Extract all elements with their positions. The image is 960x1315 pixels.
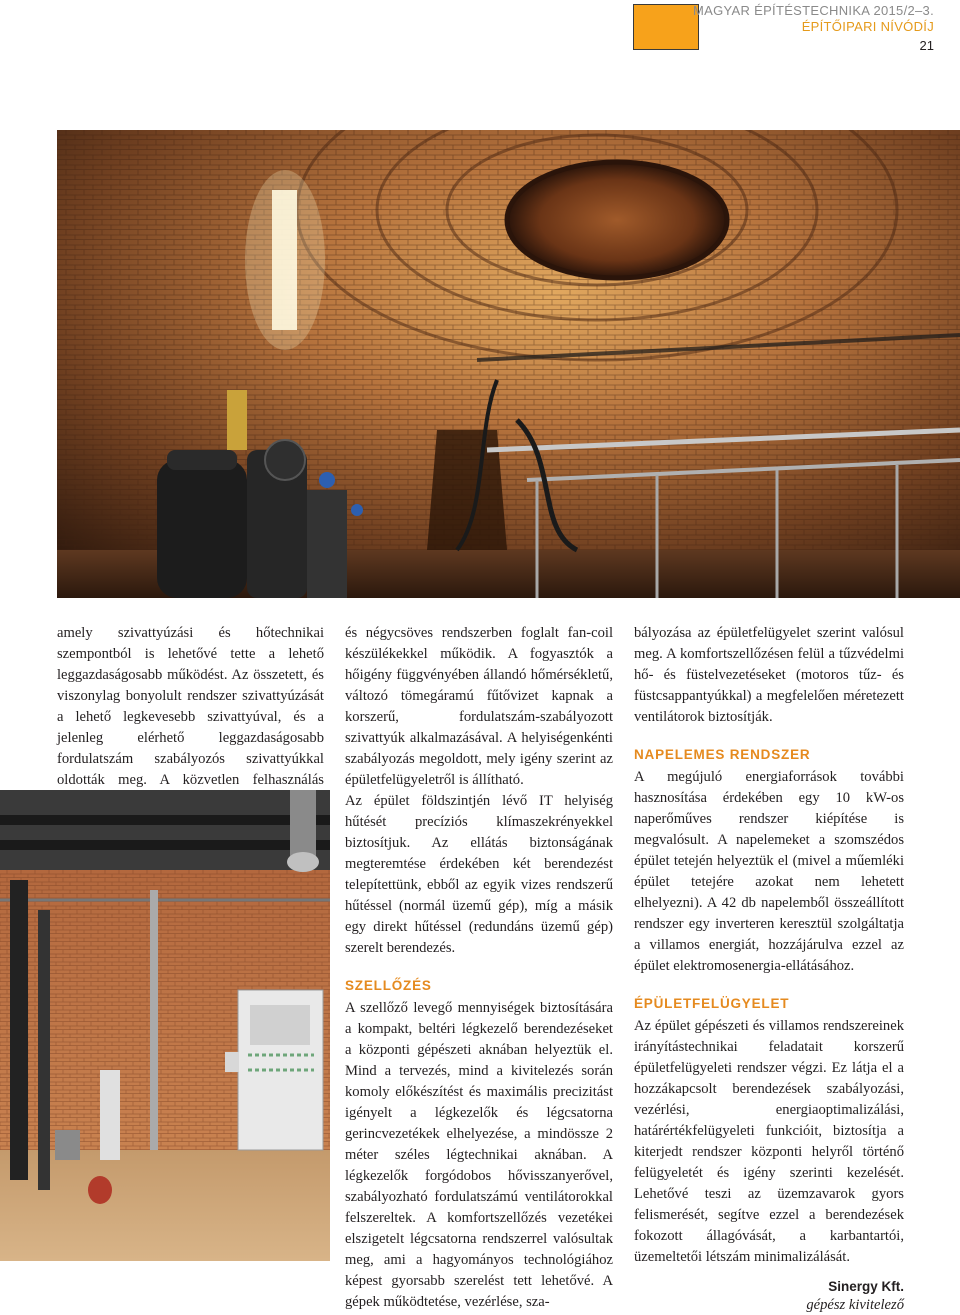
- paragraph: bályozása az épületfelügyelet szerint valósul meg. A komfortszellőzésen felül a tűzvédelmi hő- és füstelvezetéseket (motoros tűz- és füstcsappantyúkkal) a megfelelően méretezett ventilátorok biztosítják.: [634, 625, 904, 725]
- section-heading-szellozes: SZELLŐZÉS: [345, 978, 432, 993]
- magazine-title: MAGYAR ÉPÍTÉSTECHNIKA 2015/2–3.: [693, 3, 934, 18]
- section-heading-napelemes-rendszer: NAPELEMES RENDSZER: [634, 747, 811, 762]
- photo-machine-room: [0, 790, 330, 1261]
- paragraph: Az épület gépészeti és villamos rendszereinek irányítástechnikai feladatait korszerű épületfelügyeleti rendszer végzi. Ez látja el a hozzákapcsolt berendezések szabályozási, vezérlési, energiaoptimalizálási, határértékfelügyeleti funkcióit, biztosítja a kiterjedt rendszer központi helyről történő felügyeletét és igény szerinti kezelését. Lehetővé teszi az üzemzavarok gyors felismerését, segítve ezzel a berendezések fokozott állagóvását, a karbantartói, üzemeltetői létszám minimalizálását.: [634, 1018, 904, 1265]
- photo-brick-vault-illustration: [57, 130, 960, 598]
- paragraph: Az épület földszintjén lévő IT helyiség hűtését precíziós klímaszekrényekkel biztosítjuk. Az ellátás biztonságának megteremtése érdekében két berendezést telepítettünk, ebből az egyik vizes rendszerű hűtéssel (normál üzemű gép), míg a másik egy direkt hűtéssel (redundáns üzemű gép) szerelt berendezés.: [345, 793, 613, 956]
- prize-title: ÉPÍTŐIPARI NÍVÓDÍJ: [801, 19, 934, 34]
- page-number: 21: [919, 38, 934, 53]
- text-column-1: [57, 623, 324, 812]
- photo-machine-room-illustration: [0, 790, 330, 1261]
- header-color-square: [633, 4, 699, 50]
- section-heading-epuletfelugyelet: ÉPÜLETFELÜGYELET: [634, 996, 790, 1011]
- text-column-3: [634, 623, 904, 1315]
- signature-company: Sinergy Kft.: [828, 1279, 904, 1294]
- running-header: [693, 3, 934, 54]
- paragraph: amely szivattyúzási és hőtechnikai szempontból is lehetővé tette a lehető leggazdaságosabb működést. Az összetett, és viszonylag bonyolult rendszer szivattyúzását a lehető legkevesebb szivattyúval, és a jelenleg elérhető leggazdaságosabb fordulatszám szabályozós szivattyúkkal oldották meg. A közvetlen felhasználás: [57, 625, 324, 788]
- signature-role: gépész kivitelező: [806, 1297, 904, 1313]
- paragraph: és négycsöves rendszerben foglalt fan-coil készülékekkel működik. A fogyasztók a hőigény függvényében állandó hőmérsékletű, változó tömegáramú fűtővizet kapnak a korszerű, fordulatszám-szabályozott szivattyúk alkalmazásával. A helyiségenkénti szabályozás megoldott, mely igény szerint az épületfelügyeletről is állítható.: [345, 625, 613, 788]
- paragraph: A szellőző levegő mennyiségek biztosítására a kompakt, beltéri légkezelő berendezéseket a központi gépészeti aknában helyeztük el. Mind a tervezés, mind a kivitelezés során komoly előkészítést és maximális precizitást igényelt a légkezelők és légcsatorna gerincvezetékek elhelyezése, a mindössze 2 méter széles légtechnikai aknában. A légkezelők forgódobos hővisszanyerővel, szabályozható fordulatszámú ventilátorokkal felszereltek. A komfortszellőzés vezetékei elszigetelt légcsatorna rendszerrel valósultak meg, ami a hagyományos technológiához képest gyorsabb szerelést tett lehetővé. A gépek működtetése, vezérlése, sza-: [345, 1000, 613, 1310]
- text-column-2: [345, 623, 613, 1313]
- photo-brick-vault-shaft: [57, 130, 960, 598]
- paragraph: A megújuló energiaforrások további hasznosítása érdekében egy 10 kW-os naperőműves rendszer kiépítése is megvalósult. A napelemeket a szomszédos épület tetején helyeztük el (mivel a műemléki épület tetejére azokat nem lehetett elhelyezni). A 42 db napelemből összeállított rendszer egy inverteren keresztül szolgáltatja a villamos energiát, hozzájárulva ezzel az épület elektromosenergia-ellátásához.: [634, 769, 904, 974]
